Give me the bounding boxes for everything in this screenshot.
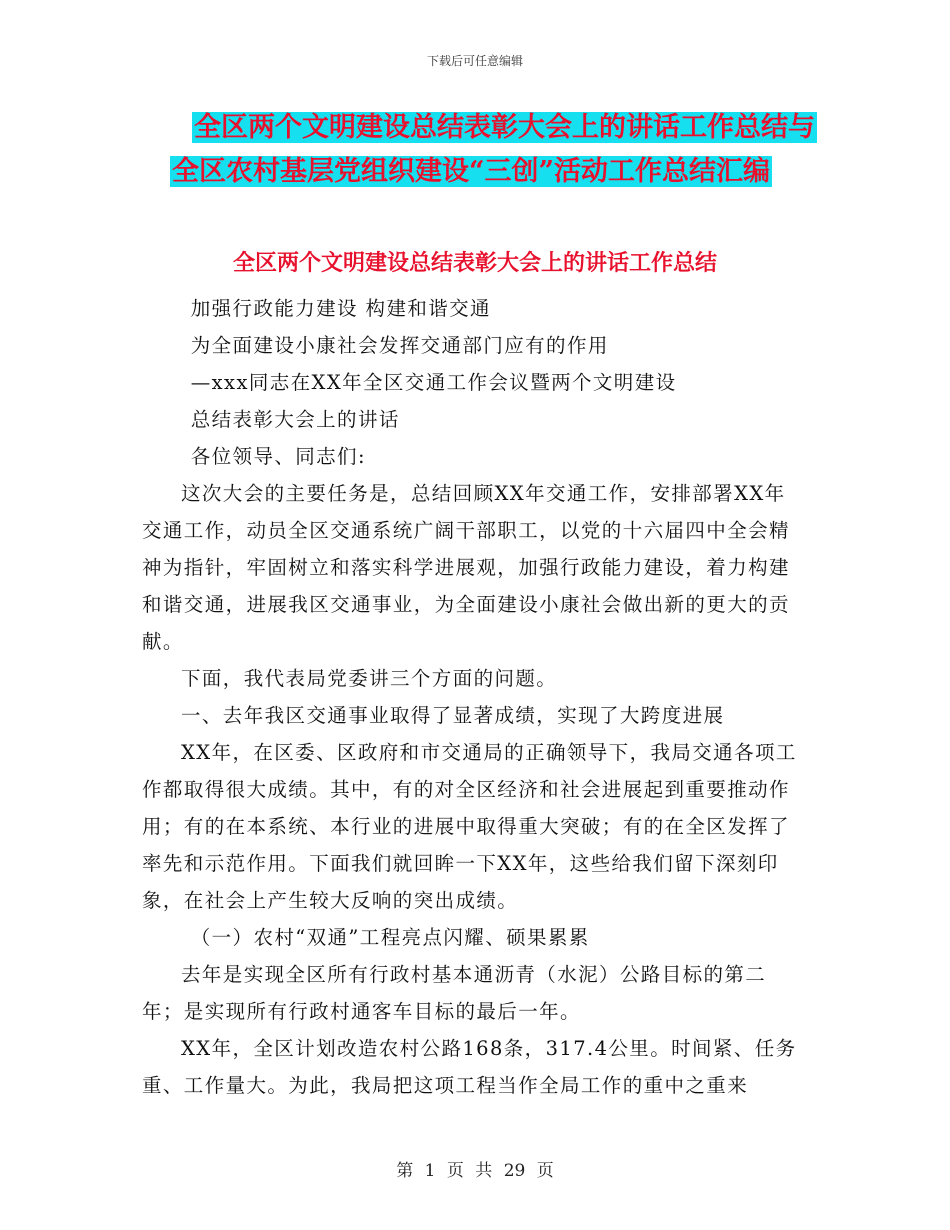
heading-level-2: （一）农村“双通”工程亮点闪耀、硕果累累 [190,926,590,949]
paragraph: XX年，全区计划改造农村公路168条，317.4公里。时间紧、任务重、工作量大。为此，我局把这项工程当作全局工作的重中之重来 [142,1037,797,1097]
document-title-line-1 [0,110,950,146]
paragraph: 这次大会的主要任务是，总结回顾XX年交通工作，安排部署XX年交通工作，动员全区交通系统广阔干部职工，以党的十六届四中全会精神为指针，牢固树立和落实科学进展观，加强行政能力建设，着力构建和谐交通，进展我区交通事业，为全面建设小康社会做出新的更大的贡献。 [142,482,790,653]
document-title-line-2-text: 全区农村基层党组织建设“三创”活动工作总结汇编 [172,156,771,187]
header-note: 下载后可任意编辑 [426,54,523,68]
subtitle-line-3: —xxx同志在XX年全区交通工作会议暨两个文明建设 [190,371,677,394]
subtitle-line-2: 为全面建设小康社会发挥交通部门应有的作用 [190,334,609,357]
subtitle-line-4: 总结表彰大会上的讲话 [190,408,400,431]
document-title-line-2 [0,154,950,190]
salutation: 各位领导、同志们: [190,445,366,468]
heading-level-1: 一、去年我区交通事业取得了显著成绩，实现了大跨度进展 [181,704,725,727]
paragraph: 下面，我代表局党委讲三个方面的问题。 [181,667,558,690]
document-body [142,290,802,1104]
document-title-line-1-text: 全区两个文明建设总结表彰大会上的讲话工作总结与 [194,112,815,143]
paragraph: 去年是实现全区所有行政村基本通沥青（水泥）公路目标的第二年；是实现所有行政村通客车目标的最后一年。 [142,963,767,1023]
page-number-footer: 第 1 页 共 29 页 [396,1161,554,1181]
paragraph: XX年，在区委、区政府和市交通局的正确领导下，我局交通各项工作都取得很大成绩。其中，有的对全区经济和社会进展起到重要推动作用；有的在本系统、本行业的进展中取得重大突破；有的在全区发挥了率先和示范作用。下面我们就回眸一下XX年，这些给我们留下深刻印象，在社会上产生较大反响的突出成绩。 [142,741,797,912]
subtitle-line-1: 加强行政能力建设 构建和谐交通 [190,297,491,320]
section-title: 全区两个文明建设总结表彰大会上的讲话工作总结 [232,250,717,276]
